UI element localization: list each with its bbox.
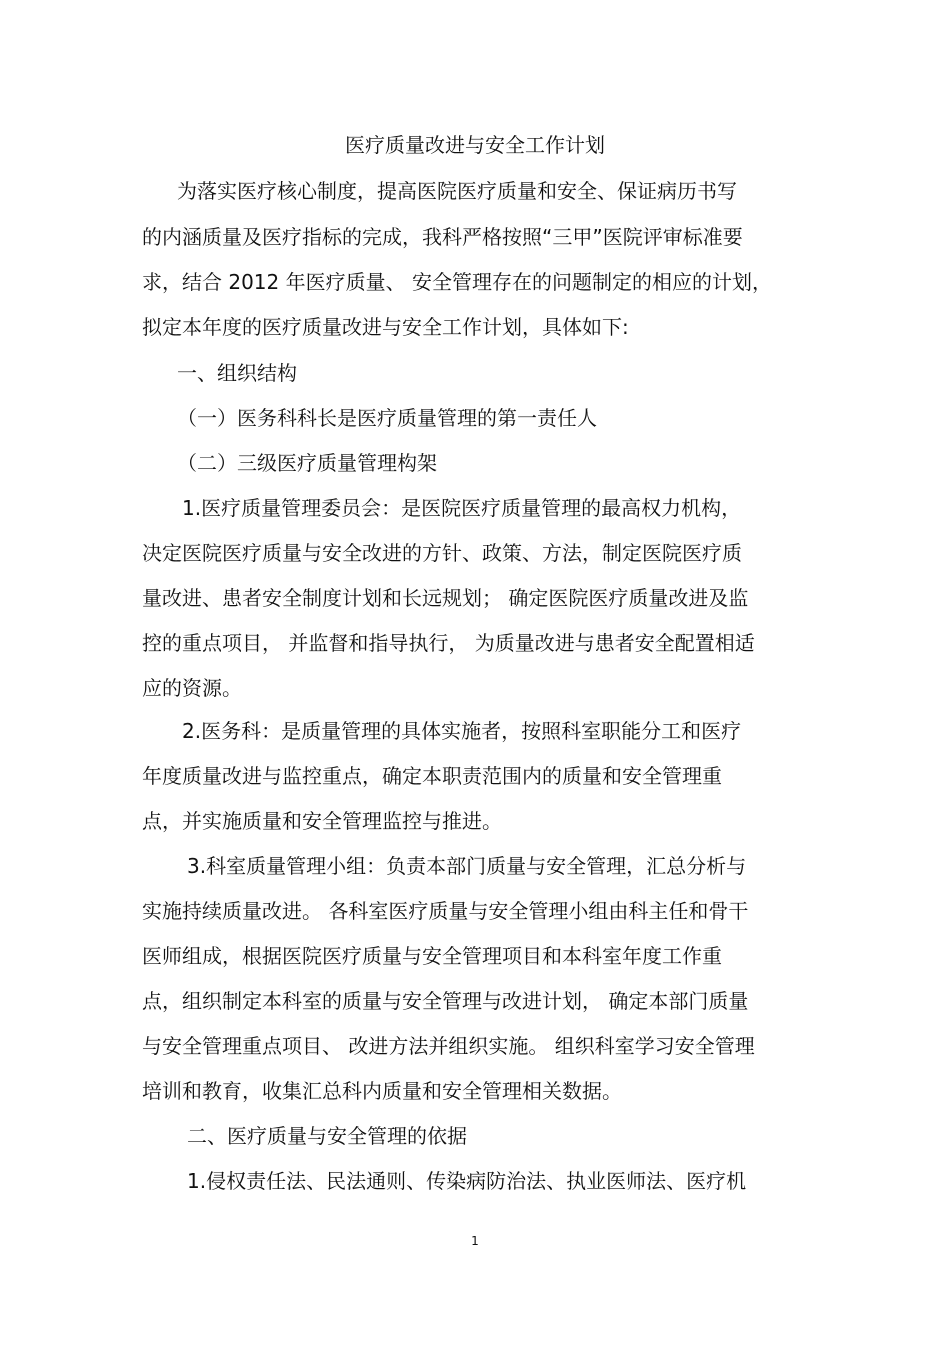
paragraph-line: 量改进、患者安全制度计划和长远规划； 确定医院医疗质量改进及监 <box>142 586 749 610</box>
paragraph-line: 3.科室质量管理小组：负责本部门质量与安全管理，汇总分析与 <box>187 854 747 878</box>
paragraph-line: 1.侵权责任法、民法通则、传染病防治法、执业医师法、医疗机 <box>187 1169 747 1193</box>
paragraph-line: 的内涵质量及医疗指标的完成，我科严格按照“三甲”医院评审标准要 <box>142 225 743 249</box>
paragraph-line: 1.医疗质量管理委员会：是医院医疗质量管理的最高权力机构， <box>182 496 742 520</box>
section-heading: 二、医疗质量与安全管理的依据 <box>187 1124 467 1148</box>
paragraph-line: 为落实医疗核心制度，提高医院医疗质量和安全、保证病历书写 <box>177 179 737 203</box>
paragraph-line: 实施持续质量改进。 各科室医疗质量与安全管理小组由科主任和骨干 <box>142 899 749 923</box>
paragraph-line: 控的重点项目， 并监督和指导执行， 为质量改进与患者安全配置相适 <box>142 631 755 655</box>
paragraph-line: 医师组成，根据医院医疗质量与安全管理项目和本科室年度工作重 <box>142 944 722 968</box>
paragraph-line: 点，组织制定本科室的质量与安全管理与改进计划， 确定本部门质量 <box>142 989 749 1013</box>
paragraph-line: 培训和教育，收集汇总科内质量和安全管理相关数据。 <box>142 1079 622 1103</box>
paragraph-line: 2.医务科：是质量管理的具体实施者，按照科室职能分工和医疗 <box>182 719 742 743</box>
subsection-heading: （二）三级医疗质量管理构架 <box>177 451 437 475</box>
paragraph-line: 求，结合 2012 年医疗质量、 安全管理存在的问题制定的相应的计划， <box>142 270 772 294</box>
subsection-heading: （一）医务科科长是医疗质量管理的第一责任人 <box>177 406 597 430</box>
paragraph-line: 点，并实施质量和安全管理监控与推进。 <box>142 809 502 833</box>
paragraph-line: 拟定本年度的医疗质量改进与安全工作计划，具体如下: <box>142 315 629 339</box>
paragraph-line: 年度质量改进与监控重点，确定本职责范围内的质量和安全管理重 <box>142 764 722 788</box>
section-heading: 一、组织结构 <box>177 361 297 385</box>
paragraph-line: 与安全管理重点项目、 改进方法并组织实施。 组织科室学习安全管理 <box>142 1034 755 1058</box>
document-title: 医疗质量改进与安全工作计划 <box>345 133 605 157</box>
paragraph-line: 应的资源。 <box>142 676 242 700</box>
paragraph-line: 决定医院医疗质量与安全改进的方针、政策、方法，制定医院医疗质 <box>142 541 742 565</box>
page-number: 1 <box>471 1234 479 1248</box>
